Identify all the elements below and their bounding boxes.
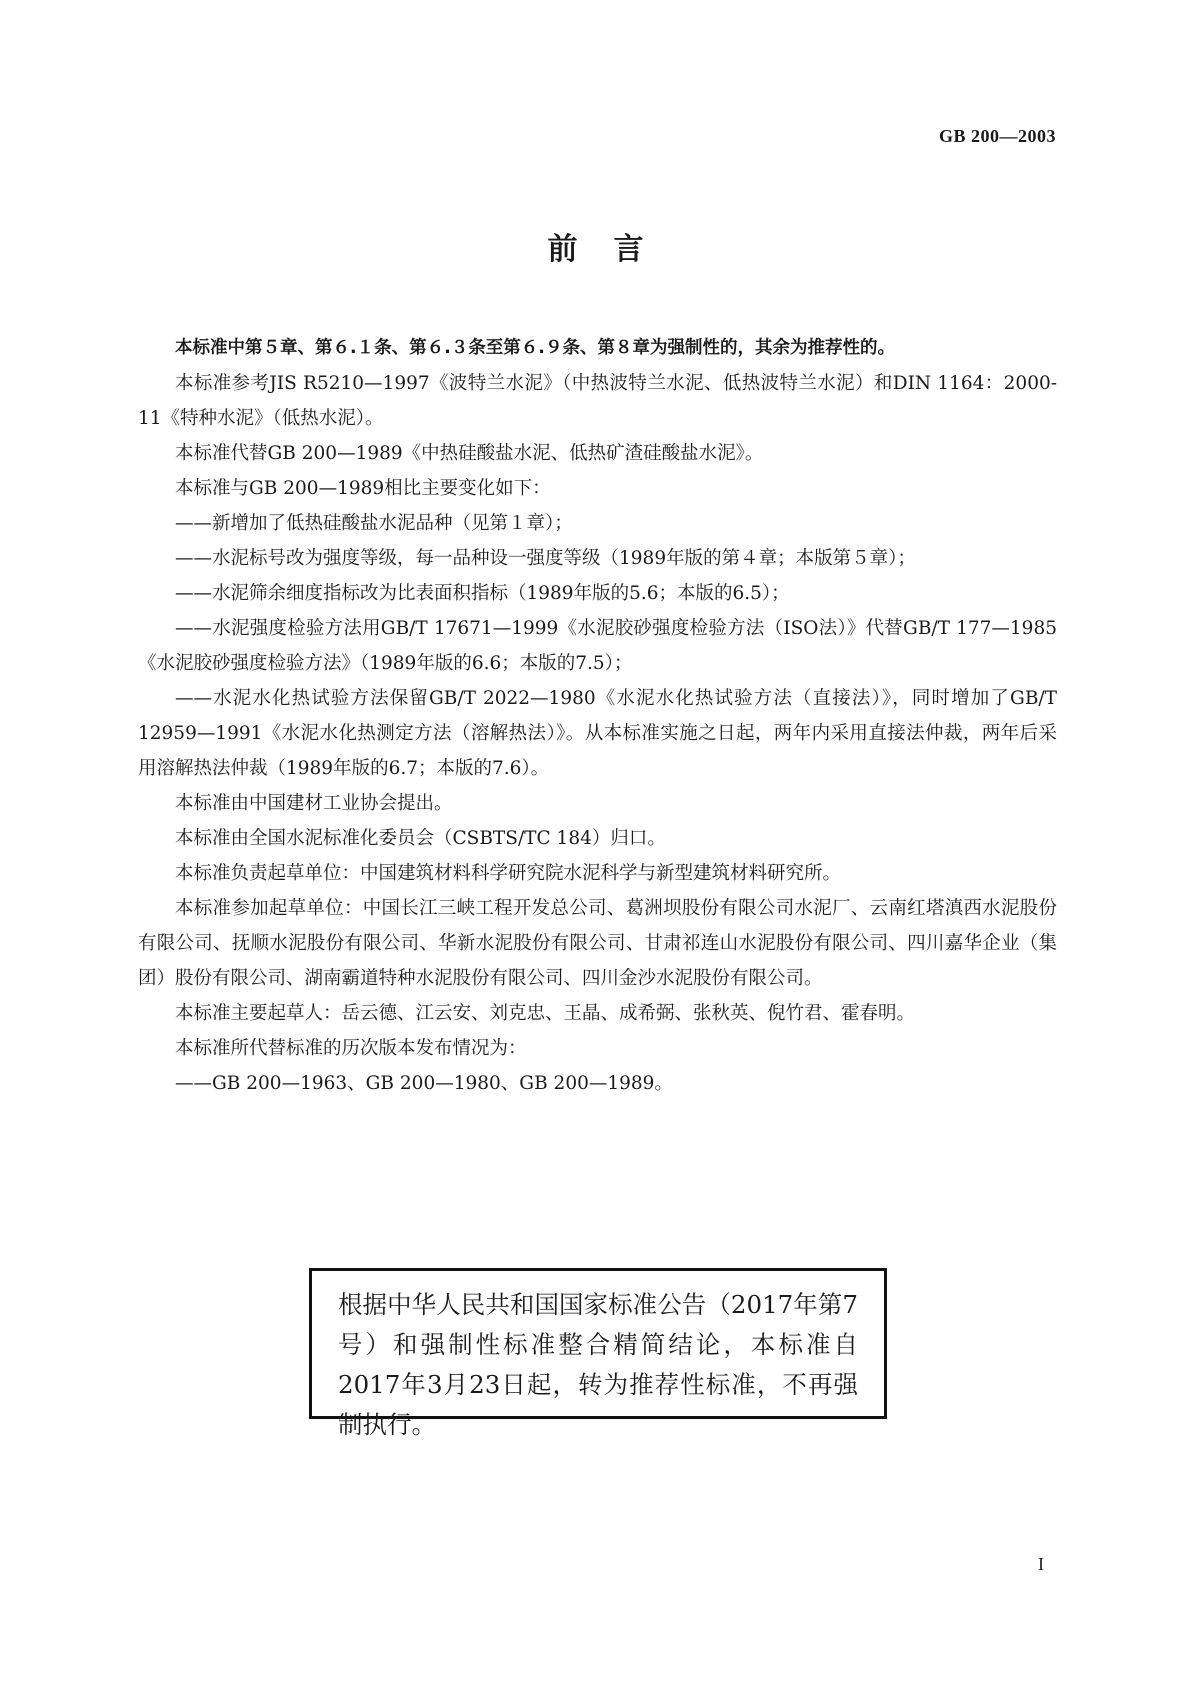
change-item: ——新增加了低热硅酸盐水泥品种（见第１章）；	[175, 513, 573, 534]
paragraph-participating-units: 本标准参加起草单位：中国长江三峡工程开发总公司、葛洲坝股份有限公司水泥厂、云南红塔滇西水泥股份有限公司、抚顺水泥股份有限公司、华新水泥股份有限公司、甘肃祁连山水泥股份有限公司、四川嘉华企业（集团）股份有限公司、湖南霸道特种水泥股份有限公司、四川金沙水泥股份有限公司。	[138, 898, 1057, 989]
paragraph-main-drafters: 本标准主要起草人：岳云德、江云安、刘克忠、王晶、成希弼、张秋英、倪竹君、霍春明。	[175, 1003, 916, 1024]
paragraph-reference-standards: 本标准参考JIS R5210—1997《波特兰水泥》（中热波特兰水泥、低热波特兰水泥）和DIN 1164：2000-11《特种水泥》（低热水泥）。	[138, 373, 1057, 429]
page-title: 前言	[547, 232, 680, 267]
paragraph-history-intro: 本标准所代替标准的历次版本发布情况为：	[175, 1038, 527, 1059]
notice-text: 根据中华人民共和国国家标准公告（2017年第7号）和强制性标准整合精简结论，本标准自2017年3月23日起，转为推荐性标准，不再强制执行。	[338, 1290, 858, 1439]
paragraph-drafting-unit: 本标准负责起草单位：中国建筑材料科学研究院水泥科学与新型建筑材料研究所。	[175, 863, 842, 884]
change-item: ——水泥强度检验方法用GB/T 17671—1999《水泥胶砂强度检验方法（ISO法）》代替GB/T 177—1985《水泥胶砂强度检验方法》（1989年版的6.6；本版的7.5）；	[138, 618, 1057, 674]
paragraph-administered-by: 本标准由全国水泥标准化委员会（CSBTS/TC 184）归口。	[175, 828, 666, 849]
paragraph-proposed-by: 本标准由中国建材工业协会提出。	[175, 793, 453, 814]
mandatory-clause-statement: 本标准中第５章、第６.１条、第６.３条至第６.９条、第８章为强制性的，其余为推荐性的。	[175, 338, 895, 358]
change-item: ——水泥水化热试验方法保留GB/T 2022—1980《水泥水化热试验方法（直接法）》，同时增加了GB/T 12959—1991《水泥水化热测定方法（溶解热法）》。从本标准实施之日起，两年内采用直接法仲裁，两年后采用溶解热法仲裁（1989年版的6.7；本版的7.6）。	[138, 688, 1057, 779]
paragraph-replaces: 本标准代替GB 200—1989《中热硅酸盐水泥、低热矿渣硅酸盐水泥》。	[175, 443, 764, 464]
standard-code: GB 200—2003	[938, 126, 1056, 146]
paragraph-changes-intro: 本标准与GB 200—1989相比主要变化如下：	[175, 478, 551, 499]
change-item: ——水泥标号改为强度等级，每一品种设一强度等级（1989年版的第４章；本版第５章）；	[175, 548, 916, 569]
page-number: I	[1038, 1554, 1044, 1574]
history-item: ——GB 200—1963、GB 200—1980、GB 200—1989。	[175, 1073, 673, 1094]
foreword-body	[138, 331, 1057, 1101]
change-item: ——水泥筛余细度指标改为比表面积指标（1989年版的5.6；本版的6.5）；	[175, 583, 790, 604]
notice-box	[309, 1268, 887, 1439]
